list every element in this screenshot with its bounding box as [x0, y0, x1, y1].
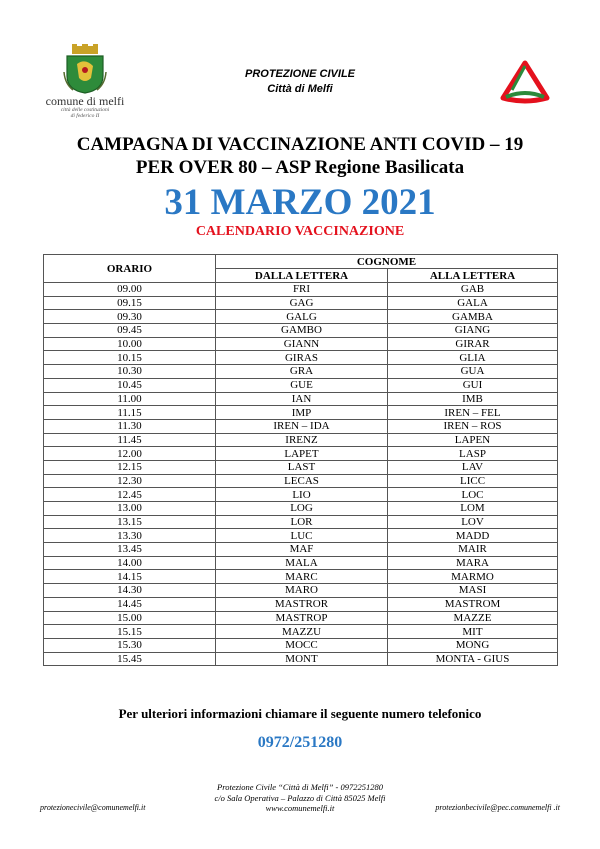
table-row	[44, 488, 558, 502]
cell-dalla-lettera: GIRAS	[216, 351, 388, 365]
cell-alla-lettera: GUI	[388, 378, 558, 392]
cell-dalla-lettera: LOG	[216, 502, 388, 516]
cell-orario: 09.00	[44, 283, 216, 297]
phone-number: 0972/251280	[257, 734, 343, 751]
comune-name: comune di melfi	[45, 94, 125, 108]
cell-dalla-lettera: GALG	[216, 310, 388, 324]
campaign-subtitle: PER OVER 80 – ASP Regione Basilicata	[135, 157, 465, 178]
cell-dalla-lettera: GAG	[216, 296, 388, 310]
cell-alla-lettera: MASI	[388, 584, 558, 598]
cell-alla-lettera: GALA	[388, 296, 558, 310]
cell-orario: 13.00	[44, 502, 216, 516]
cell-alla-lettera: GIANG	[388, 324, 558, 338]
cell-dalla-lettera: LAPET	[216, 447, 388, 461]
protezione-civile-icon	[500, 60, 550, 104]
table-row	[44, 310, 558, 324]
comune-subtitle-1: città delle costituzioni	[60, 107, 110, 113]
cell-orario: 11.30	[44, 419, 216, 433]
cell-orario: 09.15	[44, 296, 216, 310]
header-dalla-lettera: DALLA LETTERA	[216, 269, 388, 283]
cell-orario: 12.45	[44, 488, 216, 502]
header-cognome: COGNOME	[216, 255, 558, 269]
cell-dalla-lettera: LECAS	[216, 474, 388, 488]
cell-orario: 14.00	[44, 556, 216, 570]
cell-alla-lettera: IREN – ROS	[388, 419, 558, 433]
cell-dalla-lettera: MAZZU	[216, 625, 388, 639]
cell-orario: 11.45	[44, 433, 216, 447]
cell-alla-lettera: GUA	[388, 365, 558, 379]
cell-alla-lettera: LAPEN	[388, 433, 558, 447]
cell-orario: 15.45	[44, 652, 216, 666]
cell-dalla-lettera: MASTROP	[216, 611, 388, 625]
table-row	[44, 406, 558, 420]
cell-orario: 15.30	[44, 638, 216, 652]
cell-alla-lettera: GAMBA	[388, 310, 558, 324]
table-row	[44, 283, 558, 297]
footer-line-2: c/o Sala Operativa – Palazzo di Città 85025 Melfi	[214, 792, 386, 803]
cell-orario: 12.15	[44, 460, 216, 474]
table-row	[44, 502, 558, 516]
cell-orario: 14.45	[44, 597, 216, 611]
cell-alla-lettera: MAZZE	[388, 611, 558, 625]
cell-orario: 11.15	[44, 406, 216, 420]
calendar-heading: CALENDARIO VACCINAZIONE	[195, 224, 405, 239]
cell-dalla-lettera: GAMBO	[216, 324, 388, 338]
header-orario: ORARIO	[44, 255, 216, 283]
cell-orario: 12.30	[44, 474, 216, 488]
cell-alla-lettera: IMB	[388, 392, 558, 406]
table-row	[44, 296, 558, 310]
table-row	[44, 378, 558, 392]
cell-orario: 13.45	[44, 543, 216, 557]
cell-alla-lettera: MONTA - GIUS	[388, 652, 558, 666]
table-row	[44, 570, 558, 584]
cell-dalla-lettera: LUC	[216, 529, 388, 543]
table-row	[44, 474, 558, 488]
cell-orario: 09.45	[44, 324, 216, 338]
table-row	[44, 584, 558, 598]
campaign-title: CAMPAGNA DI VACCINAZIONE ANTI COVID – 19	[76, 134, 524, 155]
cell-alla-lettera: GAB	[388, 283, 558, 297]
cell-alla-lettera: MASTROM	[388, 597, 558, 611]
cell-alla-lettera: LOM	[388, 502, 558, 516]
cell-alla-lettera: LASP	[388, 447, 558, 461]
cell-alla-lettera: LAV	[388, 460, 558, 474]
cell-dalla-lettera: LIO	[216, 488, 388, 502]
cell-orario: 13.30	[44, 529, 216, 543]
cell-dalla-lettera: MASTROR	[216, 597, 388, 611]
cell-alla-lettera: MAIR	[388, 543, 558, 557]
cell-alla-lettera: GLIA	[388, 351, 558, 365]
table-row	[44, 337, 558, 351]
cell-orario: 14.15	[44, 570, 216, 584]
schedule-body	[44, 283, 558, 666]
cell-dalla-lettera: MOCC	[216, 638, 388, 652]
table-row	[44, 652, 558, 666]
table-row	[44, 515, 558, 529]
table-row	[44, 638, 558, 652]
org-city: Città di Melfi	[267, 83, 333, 95]
cell-dalla-lettera: MAF	[216, 543, 388, 557]
cell-dalla-lettera: IRENZ	[216, 433, 388, 447]
table-row	[44, 351, 558, 365]
cell-orario: 10.45	[44, 378, 216, 392]
cell-alla-lettera: LOC	[388, 488, 558, 502]
table-row	[44, 556, 558, 570]
vaccination-date: 31 MARZO 2021	[164, 182, 436, 223]
table-row	[44, 597, 558, 611]
footer-email-right: protezionbecivile@pec.comunemelfi .it	[435, 803, 560, 812]
cell-orario: 09.30	[44, 310, 216, 324]
comune-logo	[40, 44, 130, 119]
cell-orario: 10.15	[44, 351, 216, 365]
cell-alla-lettera: LICC	[388, 474, 558, 488]
schedule-table	[43, 254, 558, 666]
footer-website: www.comunemelfi.it	[265, 803, 335, 813]
cell-dalla-lettera: IREN – IDA	[216, 419, 388, 433]
table-row	[44, 392, 558, 406]
cell-dalla-lettera: GIANN	[216, 337, 388, 351]
table-row	[44, 447, 558, 461]
cell-dalla-lettera: IAN	[216, 392, 388, 406]
cell-orario: 13.15	[44, 515, 216, 529]
footer-email-left: protezionecivile@comunemelfi.it	[40, 803, 146, 812]
table-row	[44, 365, 558, 379]
cell-dalla-lettera: LAST	[216, 460, 388, 474]
table-row	[44, 433, 558, 447]
table-row	[44, 419, 558, 433]
cell-orario: 15.00	[44, 611, 216, 625]
cell-orario: 10.00	[44, 337, 216, 351]
table-row	[44, 543, 558, 557]
cell-dalla-lettera: IMP	[216, 406, 388, 420]
cell-alla-lettera: LOV	[388, 515, 558, 529]
info-text: Per ulteriori informazioni chiamare il seguente numero telefonico	[118, 706, 482, 721]
protezione-civile-logo	[500, 60, 550, 109]
cell-dalla-lettera: GRA	[216, 365, 388, 379]
cell-orario: 14.30	[44, 584, 216, 598]
cell-alla-lettera: MIT	[388, 625, 558, 639]
footer-line-1: Protezione Civile “Città di Melfi” - 0972251280	[217, 782, 383, 792]
header-alla-lettera: ALLA LETTERA	[388, 269, 558, 283]
cell-orario: 11.00	[44, 392, 216, 406]
cell-dalla-lettera: LOR	[216, 515, 388, 529]
cell-dalla-lettera: MARO	[216, 584, 388, 598]
cell-dalla-lettera: MARC	[216, 570, 388, 584]
cell-orario: 10.30	[44, 365, 216, 379]
cell-alla-lettera: MADD	[388, 529, 558, 543]
cell-alla-lettera: MARA	[388, 556, 558, 570]
table-row	[44, 611, 558, 625]
cell-dalla-lettera: GUE	[216, 378, 388, 392]
cell-dalla-lettera: MALA	[216, 556, 388, 570]
cell-alla-lettera: MARMO	[388, 570, 558, 584]
cell-dalla-lettera: MONT	[216, 652, 388, 666]
table-row	[44, 625, 558, 639]
table-row	[44, 529, 558, 543]
comune-subtitle-2: di federico II	[70, 113, 100, 119]
table-row	[44, 460, 558, 474]
cell-dalla-lettera: FRI	[216, 283, 388, 297]
cell-alla-lettera: MONG	[388, 638, 558, 652]
cell-orario: 12.00	[44, 447, 216, 461]
cell-alla-lettera: IREN – FEL	[388, 406, 558, 420]
cell-alla-lettera: GIRAR	[388, 337, 558, 351]
table-row	[44, 324, 558, 338]
org-title: PROTEZIONE CIVILE	[244, 68, 355, 80]
cell-orario: 15.15	[44, 625, 216, 639]
